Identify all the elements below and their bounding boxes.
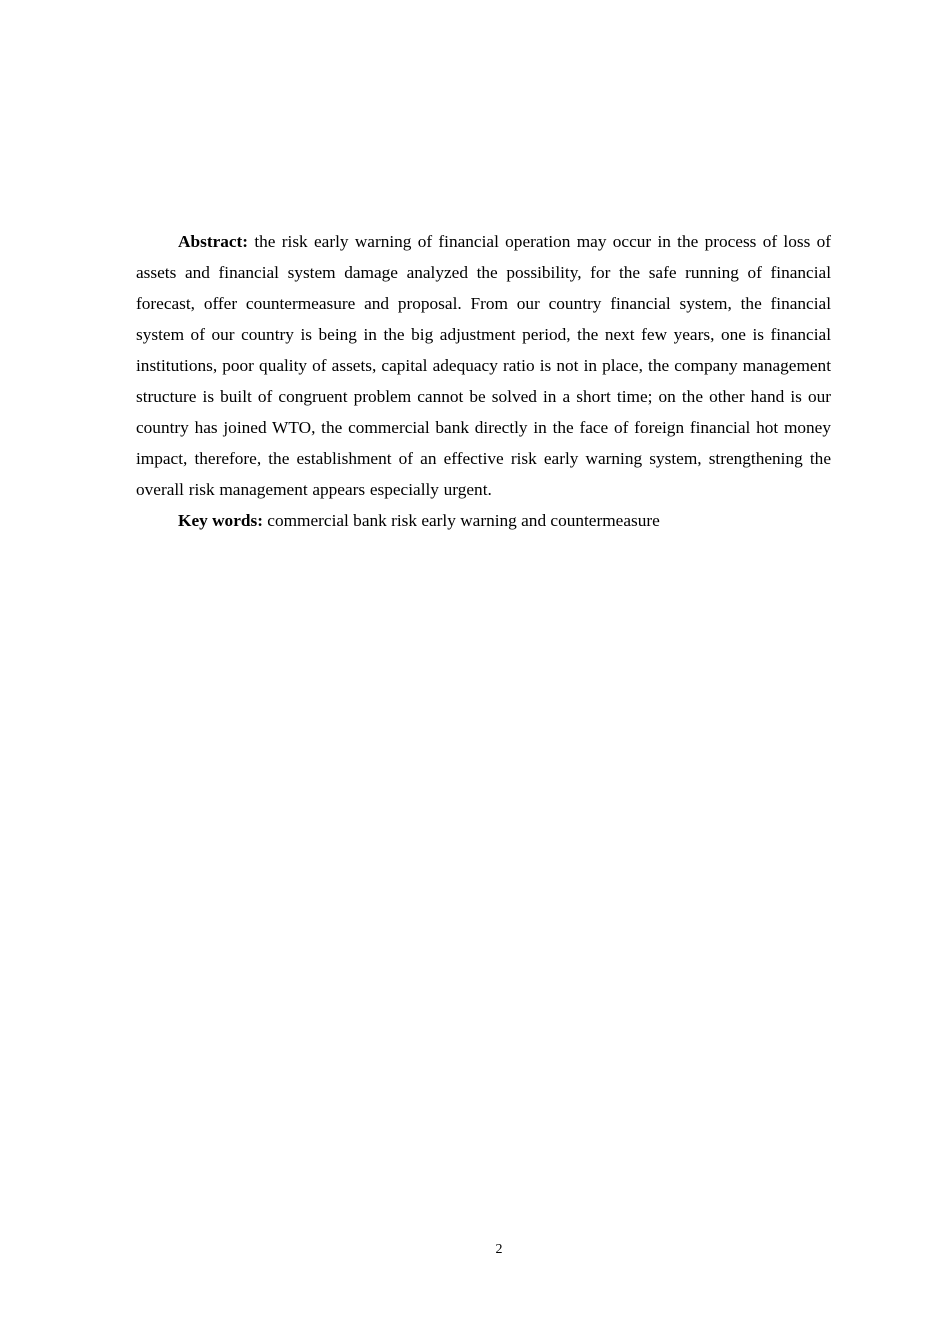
abstract-text: the risk early warning of financial operation may occur in the process of loss of assets and financial system damage analyzed the possibility, for the safe running of financial forecast, offer countermeasure and proposal. From our country financial system, the financial system of our country is being in the big adjustment period, the next few years, one is financial institutions, poor quality of assets, capital adequacy ratio is not in place, the company management structure is built of congruent problem cannot be solved in a short time; on the other hand is our country has joined WTO, the commercial bank directly in the face of foreign financial hot money impact, therefore, the establishment of an effective risk early warning system, strengthening the overall risk management appears especially urgent. [136, 232, 831, 499]
keywords-label: Key words: [178, 511, 263, 530]
abstract-label: Abstract: [178, 232, 249, 251]
abstract-paragraph [136, 226, 831, 505]
keywords-paragraph [136, 505, 831, 536]
page-number: 2 [495, 1242, 503, 1257]
abstract-section [136, 226, 831, 536]
keywords-text: commercial bank risk early warning and countermeasure [267, 511, 660, 530]
